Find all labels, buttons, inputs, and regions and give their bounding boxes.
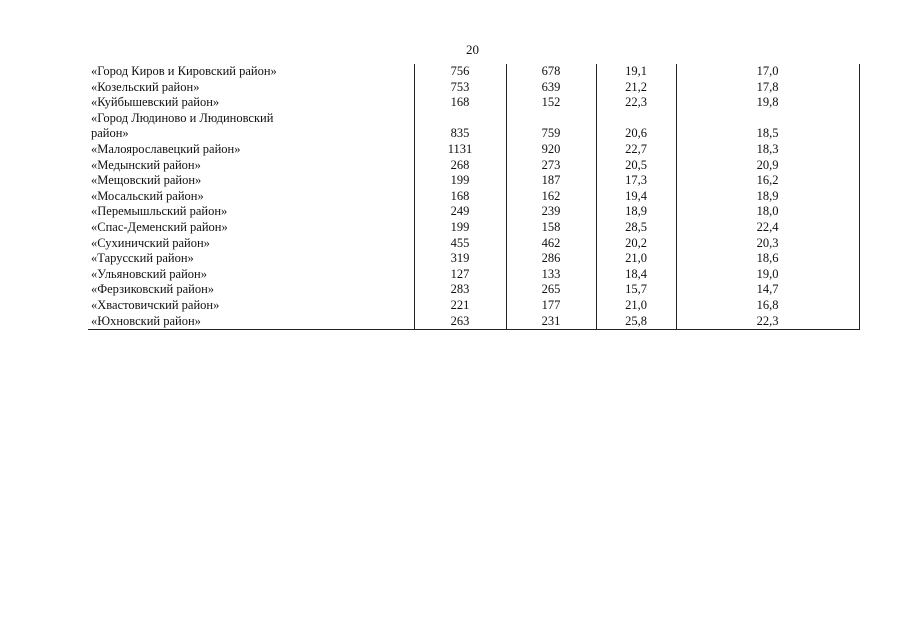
table-row — [88, 236, 859, 252]
value-col-1: 263 — [414, 314, 506, 330]
value-col-1: 753 — [414, 80, 506, 96]
value-col-4: 18,5 — [676, 111, 859, 142]
district-name: «Ульяновский район» — [88, 267, 414, 283]
value-col-2: 152 — [506, 95, 596, 111]
value-col-3: 19,1 — [596, 64, 676, 80]
district-name: «Тарусский район» — [88, 251, 414, 267]
table-row — [88, 64, 859, 80]
district-name: «Сухиничский район» — [88, 236, 414, 252]
value-col-4: 20,3 — [676, 236, 859, 252]
value-col-2: 286 — [506, 251, 596, 267]
value-col-4: 16,8 — [676, 298, 859, 314]
value-col-2: 177 — [506, 298, 596, 314]
value-col-3: 20,6 — [596, 111, 676, 142]
value-col-2: 231 — [506, 314, 596, 330]
value-col-3: 18,9 — [596, 204, 676, 220]
table-row — [88, 189, 859, 205]
table-row — [88, 282, 859, 298]
value-col-3: 21,2 — [596, 80, 676, 96]
table-row — [88, 251, 859, 267]
value-col-4: 19,8 — [676, 95, 859, 111]
value-col-3: 20,5 — [596, 158, 676, 174]
district-name: «Город Киров и Кировский район» — [88, 64, 414, 80]
value-col-3: 28,5 — [596, 220, 676, 236]
district-name — [88, 111, 414, 142]
value-col-3: 25,8 — [596, 314, 676, 330]
table-row — [88, 142, 859, 158]
table-body — [88, 64, 859, 330]
value-col-2: 239 — [506, 204, 596, 220]
page-number: 20 — [466, 42, 479, 57]
value-col-1: 835 — [414, 111, 506, 142]
value-col-4: 20,9 — [676, 158, 859, 174]
value-col-1: 127 — [414, 267, 506, 283]
value-col-1: 455 — [414, 236, 506, 252]
value-col-3: 17,3 — [596, 173, 676, 189]
value-col-1: 283 — [414, 282, 506, 298]
value-col-3: 15,7 — [596, 282, 676, 298]
value-col-2: 158 — [506, 220, 596, 236]
value-col-3: 21,0 — [596, 298, 676, 314]
value-col-3: 22,7 — [596, 142, 676, 158]
value-col-4: 18,9 — [676, 189, 859, 205]
table-row — [88, 314, 859, 330]
value-col-1: 268 — [414, 158, 506, 174]
district-name: «Ферзиковский район» — [88, 282, 414, 298]
district-name: «Малоярославецкий район» — [88, 142, 414, 158]
table-row — [88, 173, 859, 189]
district-statistics-table — [88, 64, 860, 330]
value-col-2: 133 — [506, 267, 596, 283]
district-name: «Перемышльский район» — [88, 204, 414, 220]
value-col-2: 920 — [506, 142, 596, 158]
district-name: «Мещовский район» — [88, 173, 414, 189]
table-row — [88, 298, 859, 314]
table-row — [88, 95, 859, 111]
value-col-1: 756 — [414, 64, 506, 80]
value-col-3: 22,3 — [596, 95, 676, 111]
district-name: «Медынский район» — [88, 158, 414, 174]
table-row — [88, 111, 859, 142]
value-col-2: 678 — [506, 64, 596, 80]
value-col-4: 14,7 — [676, 282, 859, 298]
value-col-2: 462 — [506, 236, 596, 252]
value-col-3: 18,4 — [596, 267, 676, 283]
district-name: «Юхновский район» — [88, 314, 414, 330]
district-name: «Козельский район» — [88, 80, 414, 96]
value-col-4: 18,6 — [676, 251, 859, 267]
value-col-4: 19,0 — [676, 267, 859, 283]
table-row — [88, 204, 859, 220]
value-col-3: 20,2 — [596, 236, 676, 252]
value-col-1: 199 — [414, 173, 506, 189]
table-row — [88, 80, 859, 96]
district-name-line-1: «Город Людиново и Людиновский — [91, 110, 274, 125]
district-name-line-2: район» — [91, 126, 129, 141]
value-col-2: 187 — [506, 173, 596, 189]
value-col-4: 18,3 — [676, 142, 859, 158]
value-col-2: 273 — [506, 158, 596, 174]
value-col-4: 17,8 — [676, 80, 859, 96]
value-col-2: 162 — [506, 189, 596, 205]
value-col-2: 265 — [506, 282, 596, 298]
value-col-3: 19,4 — [596, 189, 676, 205]
value-col-1: 168 — [414, 95, 506, 111]
value-col-1: 249 — [414, 204, 506, 220]
district-name: «Куйбышевский район» — [88, 95, 414, 111]
value-col-2: 759 — [506, 111, 596, 142]
table-row — [88, 267, 859, 283]
value-col-4: 22,3 — [676, 314, 859, 330]
district-name: «Спас-Деменский район» — [88, 220, 414, 236]
value-col-4: 17,0 — [676, 64, 859, 80]
value-col-4: 22,4 — [676, 220, 859, 236]
value-col-1: 168 — [414, 189, 506, 205]
district-name: «Хвастовичский район» — [88, 298, 414, 314]
value-col-1: 319 — [414, 251, 506, 267]
value-col-3: 21,0 — [596, 251, 676, 267]
value-col-1: 1131 — [414, 142, 506, 158]
value-col-1: 199 — [414, 220, 506, 236]
district-name: «Мосальский район» — [88, 189, 414, 205]
value-col-2: 639 — [506, 80, 596, 96]
table-row — [88, 158, 859, 174]
table-row — [88, 220, 859, 236]
value-col-4: 16,2 — [676, 173, 859, 189]
value-col-1: 221 — [414, 298, 506, 314]
value-col-4: 18,0 — [676, 204, 859, 220]
